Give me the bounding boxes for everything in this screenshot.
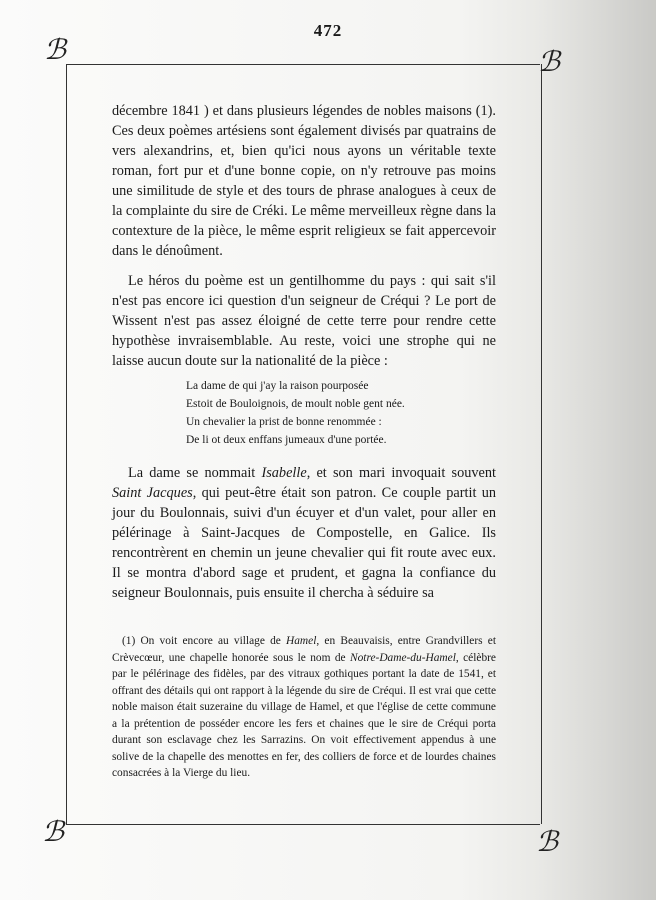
footnote-text: (1) On voit encore au village de (122, 635, 287, 647)
verse-line: Estoit de Bouloignois, de moult noble gent née. (186, 398, 405, 410)
paragraph-text: La dame se nommait (128, 465, 262, 481)
footnote (112, 633, 496, 782)
corner-ornament-icon: ℬ (536, 825, 559, 858)
place-hamel: Hamel (286, 635, 317, 647)
frame-bottom-rule (66, 824, 540, 825)
body-paragraph-3 (112, 463, 496, 603)
page-number: 472 (313, 21, 343, 40)
body-paragraph-2: Le héros du poème est un gentilhomme du pays : qui sait s'il n'est pas encore ici question d'un seigneur de Créqui ? Le port de Wissent n'est pas assez éloigné de cette terre pour rendre cette hypothèse invraisemblable. Au reste, voici une strophe qui ne laisse aucun doute sur la nationalité de la pièce : (112, 273, 496, 369)
name-saint-jacques: Saint Jacques (112, 485, 193, 501)
place-notre-dame-du-hamel: Notre-Dame-du-Hamel (350, 651, 456, 664)
footnote-text: , en Beauvaisis, entre Grandvillers et Crèvecœur, une chapelle honorée sous le nom de (112, 635, 496, 664)
body-paragraph-1: décembre 1841 ) et dans plusieurs légendes de nobles maisons (1). Ces deux poèmes artésiens sont également divisés par quatrains de vers alexandrins, et, bien qu'ici nous ayons un véritable texte roman, fort pur et d'une bonne copie, on n'y retrouve pas moins une similitude de style et des tours de phrase analogues à ceux de la complainte du sire de Créki. Le même merveilleux règne dans la contexture de la pièce, le même esprit religieux se fait appercevoir dans le dénoûment. (112, 103, 496, 259)
paragraph-text: , et son mari invoquait souvent (306, 465, 496, 481)
footnote-text: , célèbre par le pélérinage des fidèles, par des vitraux gothiques portant la date de 1541, et offrant des détails qui ont rapport à la légende du sire de Créqui. Il est vrai que cette noble maison était suzeraine du village de Hamel, et que l'église de cette commune a la prétention de posséder encore les fers et chaines que le sire de Créqui porta durant son esclavage chez les Sarrazins. On voit effectivement appendus à une solive de la chapelle des menottes en fer, des colliers de force et de lourdes chaines consacrées à la Vierge du lieu. (112, 651, 496, 779)
corner-ornament-icon: ℬ (42, 815, 65, 848)
name-isabelle: Isabelle (261, 465, 307, 481)
frame-top-rule (66, 64, 540, 65)
verse-stanza (186, 377, 486, 449)
verse-line: De li ot deux enffans jumeaux d'une portée. (186, 434, 387, 446)
corner-ornament-icon: ℬ (538, 45, 561, 78)
paragraph-text: , qui peut-être était son patron. Ce couple partit un jour du Boulonnais, suivi d'un écuyer et d'un valet, pour aller en pélérinage à Saint-Jacques de Compostelle, en Galice. Ils rencontrèrent en chemin un jeune chevalier qui fit route avec eux. Il se montra d'abord sage et prudent, et gagna la confiance du seigneur Boulonnais, puis ensuite il chercha à séduire sa (112, 485, 496, 601)
verse-line: La dame de qui j'ay la raison pourposée (186, 380, 369, 392)
corner-ornament-icon: ℬ (44, 33, 67, 66)
verse-line: Un chevalier la prist de bonne renommée : (186, 416, 382, 428)
